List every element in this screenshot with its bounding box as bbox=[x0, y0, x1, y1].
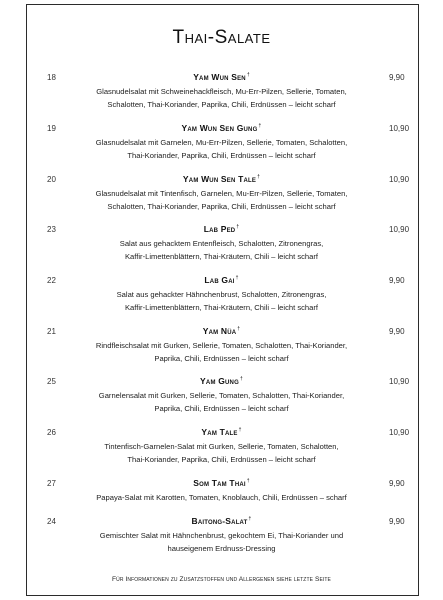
spicy-mark: † bbox=[237, 326, 241, 332]
item-number: 18 bbox=[47, 73, 56, 82]
item-name: Yam Nüa† bbox=[202, 326, 241, 336]
item-price: 10,90 bbox=[389, 377, 410, 386]
item-description: Rindfleischsalat mit Gurken, Sellerie, Tomaten, Schalotten, Thai-Koriander, Paprika, Chili, Erdnüssen – leicht scharf bbox=[95, 341, 348, 363]
item-name: Yam Wun Sen Gung† bbox=[181, 123, 262, 133]
item-number: 24 bbox=[47, 517, 56, 526]
item-number: 25 bbox=[47, 377, 56, 386]
item-description: Salat aus gehacktem Entenfleisch, Schalotten, Zitronengras, Kaffir-Limettenblättern, Thai-Kräutern, Chili – leicht scharf bbox=[119, 239, 324, 261]
spicy-mark: † bbox=[236, 224, 240, 230]
item-price: 9,90 bbox=[389, 517, 405, 526]
spicy-mark: † bbox=[235, 275, 239, 281]
item-number: 21 bbox=[47, 327, 56, 336]
item-description: Salat aus gehackter Hähnchenbrust, Schalotten, Zitronengras, Kaffir-Limettenblättern, Thai-Kräutern, Chili – leicht scharf bbox=[116, 290, 327, 312]
spicy-mark: † bbox=[239, 376, 243, 382]
item-name: Yam Wun Sen Tale† bbox=[182, 174, 261, 184]
item-name: Yam Wun Sen† bbox=[193, 72, 250, 82]
item-price: 10,90 bbox=[389, 225, 410, 234]
item-description: Tintenfisch-Garnelen-Salat mit Gurken, Sellerie, Tomaten, Schalotten, Thai-Koriander, Paprika, Chili, Erdnüssen – leicht scharf bbox=[104, 442, 339, 464]
item-number: 26 bbox=[47, 428, 56, 437]
item-description: Glasnudelsalat mit Garnelen, Mu-Err-Pilzen, Sellerie, Tomaten, Schalotten, Thai-Koriander, Paprika, Chili, Erdnüssen – leicht scharf bbox=[95, 138, 348, 160]
item-price: 9,90 bbox=[389, 73, 405, 82]
item-name: Lab Gai† bbox=[204, 275, 239, 285]
item-price: 9,90 bbox=[389, 479, 405, 488]
item-name: Yam Gung† bbox=[200, 376, 243, 386]
page-title: Thai-Salate bbox=[172, 27, 271, 48]
item-description: Papaya-Salat mit Karotten, Tomaten, Knoblauch, Chili, Erdnüssen – scharf bbox=[96, 493, 347, 502]
item-description: Glasnudelsalat mit Schweinehackfleisch, Mu-Err-Pilzen, Sellerie, Tomaten, Schalotten, Thai-Koriander, Paprika, Chili, Erdnüssen – leicht scharf bbox=[96, 87, 347, 109]
spicy-mark: † bbox=[246, 478, 250, 484]
item-number: 27 bbox=[47, 479, 56, 488]
item-name: Som Tam Thai† bbox=[193, 478, 250, 488]
item-price: 10,90 bbox=[389, 175, 410, 184]
item-number: 23 bbox=[47, 225, 56, 234]
item-name: Yam Tale† bbox=[201, 427, 242, 437]
spicy-mark: † bbox=[246, 72, 250, 78]
item-description: Glasnudelsalat mit Tintenfisch, Garnelen, Mu-Err-Pilzen, Sellerie, Tomaten, Schalotten, Thai-Koriander, Paprika, Chili, Erdnüssen – leicht scharf bbox=[95, 189, 348, 211]
item-price: 9,90 bbox=[389, 276, 405, 285]
spicy-mark: † bbox=[238, 427, 242, 433]
spicy-mark: † bbox=[257, 174, 261, 180]
item-name: Lab Ped† bbox=[203, 224, 240, 234]
item-number: 22 bbox=[47, 276, 56, 285]
spicy-mark: † bbox=[248, 516, 252, 522]
item-number: 20 bbox=[47, 175, 56, 184]
allergen-note: Für Informationen zu Zusatzstoffen und Allergenen siehe letzte Seite bbox=[112, 576, 331, 583]
item-description: Gemischter Salat mit Hähnchenbrust, gekochtem Ei, Thai-Koriander und hauseigenem Erdnuss-Dressing bbox=[99, 531, 344, 553]
item-number: 19 bbox=[47, 124, 56, 133]
item-description: Garnelensalat mit Gurken, Sellerie, Tomaten, Schalotten, Thai-Koriander, Paprika, Chili, Erdnüssen – leicht scharf bbox=[98, 391, 345, 413]
item-price: 10,90 bbox=[389, 428, 410, 437]
item-price: 10,90 bbox=[389, 124, 410, 133]
item-price: 9,90 bbox=[389, 327, 405, 336]
item-name: Baitong-Salat† bbox=[191, 516, 252, 526]
spicy-mark: † bbox=[258, 123, 262, 129]
